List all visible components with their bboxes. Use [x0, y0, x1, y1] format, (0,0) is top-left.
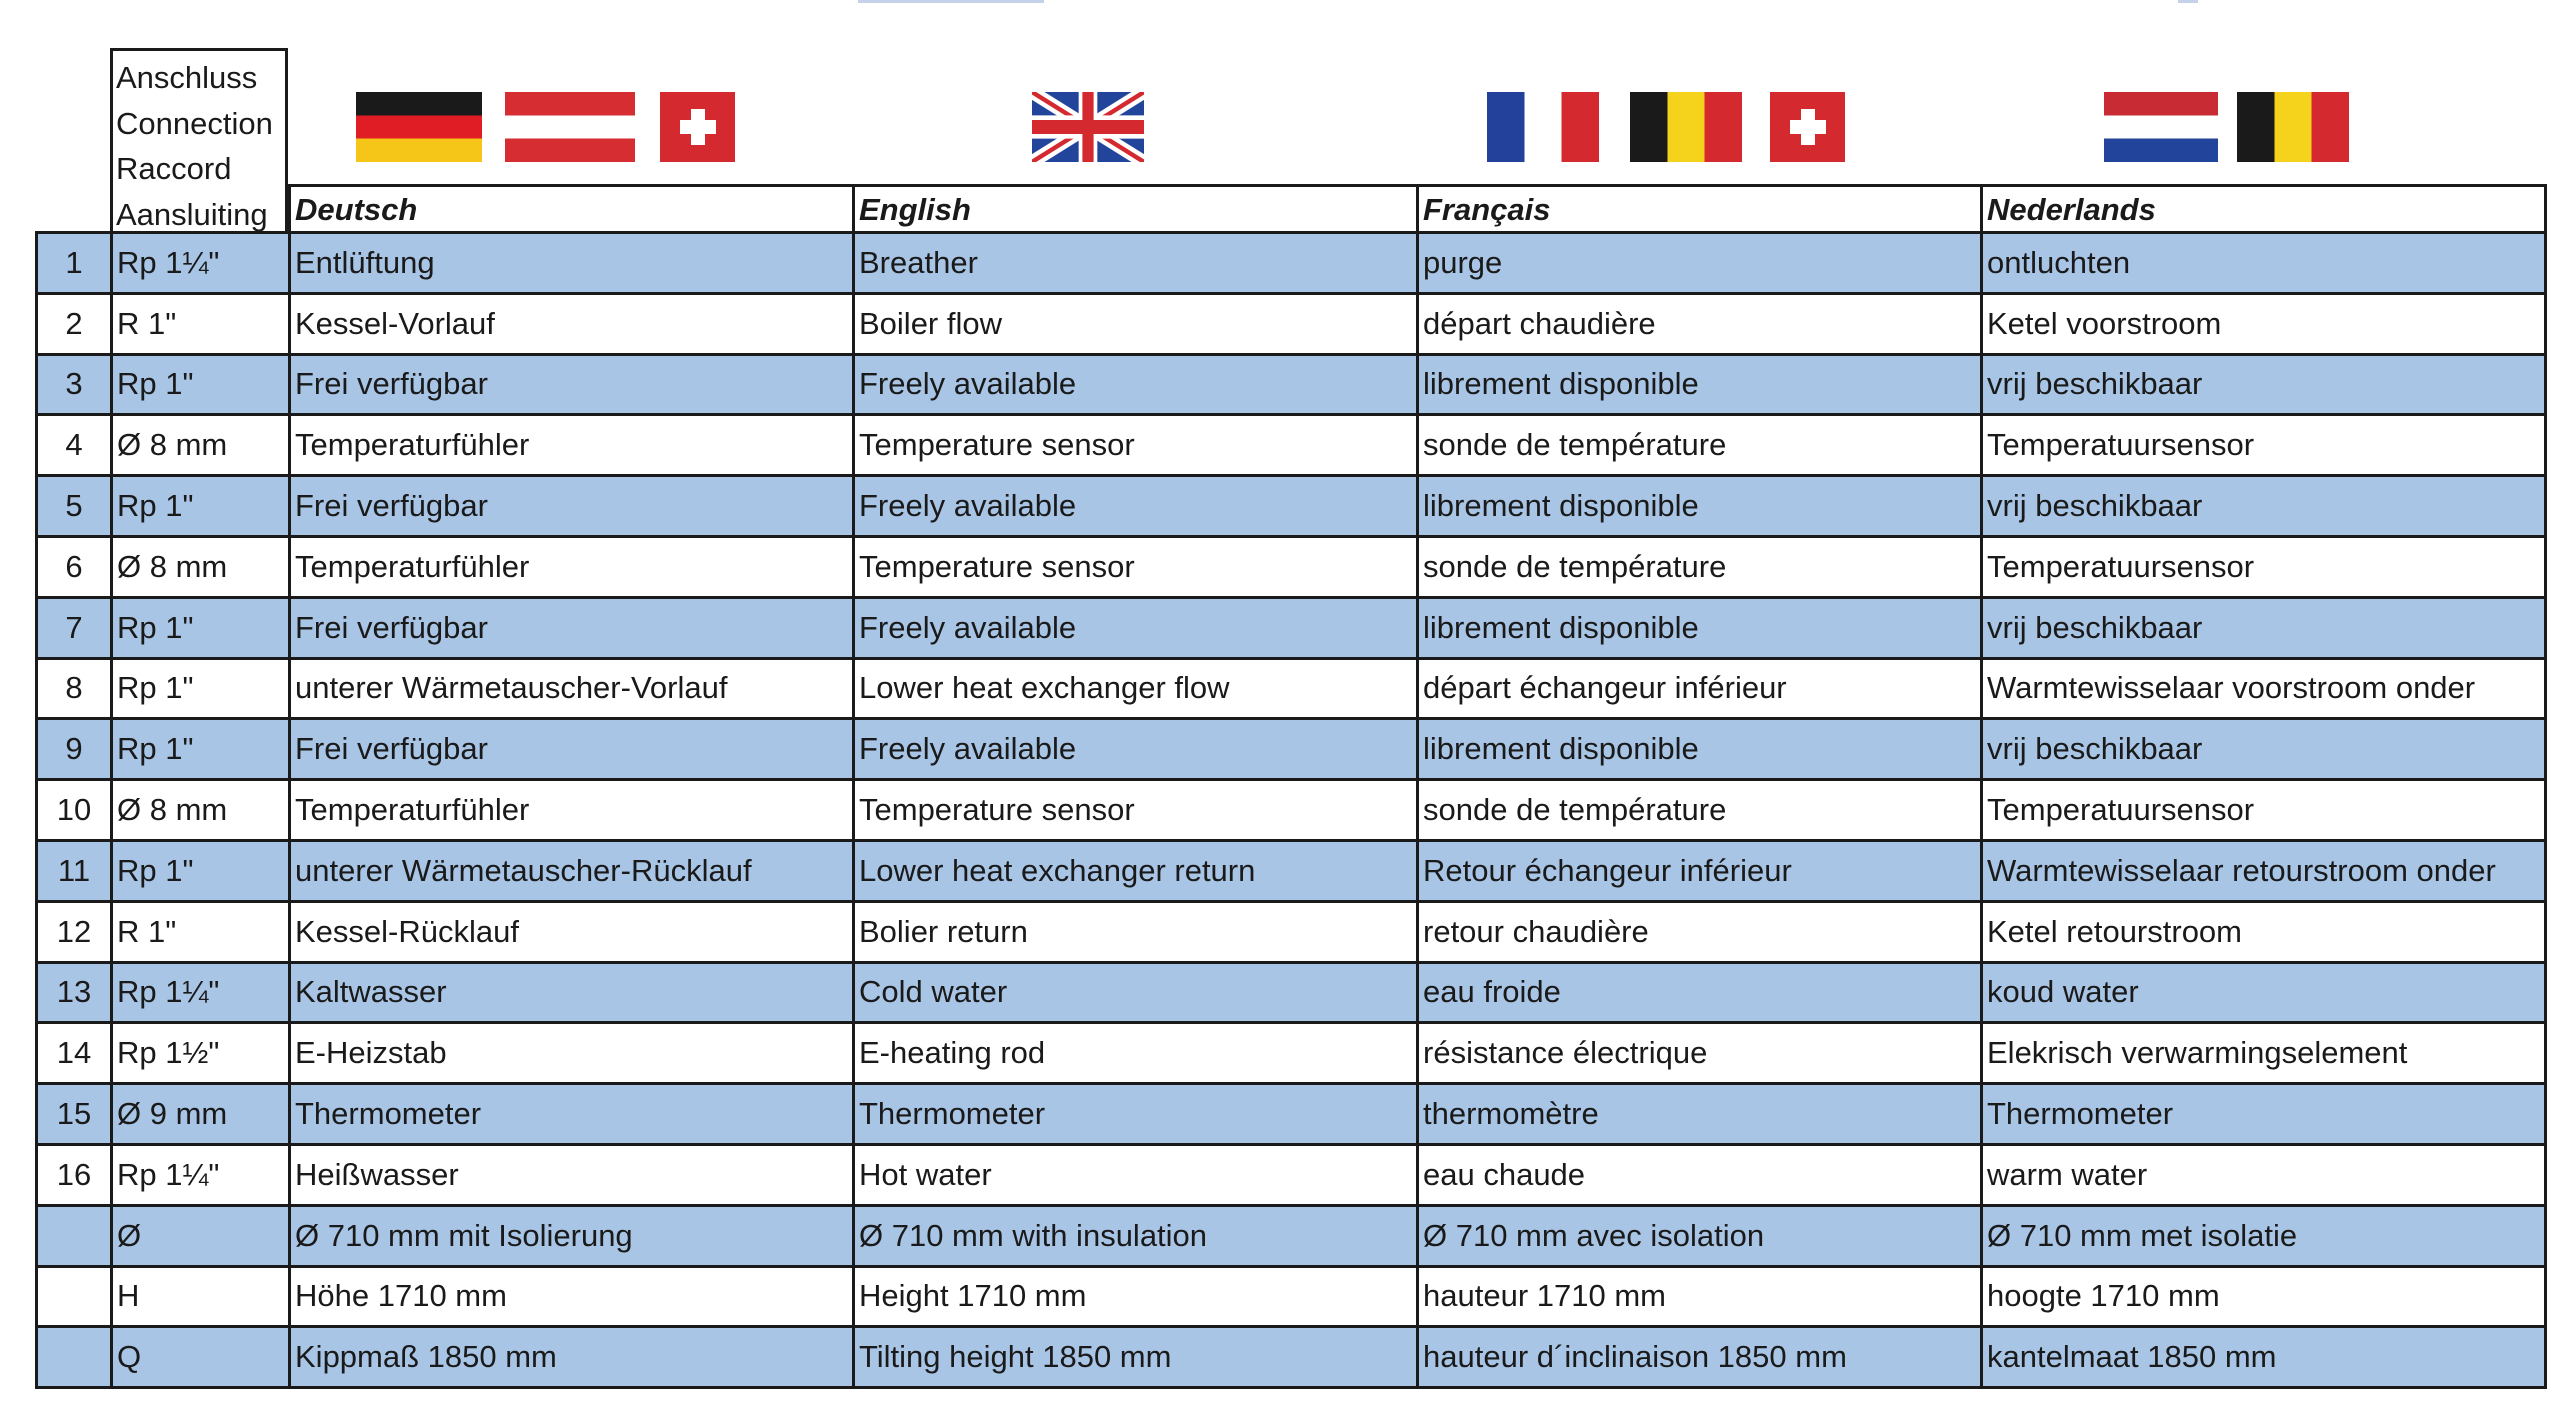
table-row [37, 658, 2546, 719]
header-number-cell [37, 186, 112, 233]
cell-english: Tilting height 1850 mm [854, 1327, 1418, 1388]
table-row [37, 354, 2546, 415]
cell-english: Hot water [854, 1144, 1418, 1205]
table-row [37, 962, 2546, 1023]
cell-nederlands: vrij beschikbaar [1982, 354, 2546, 415]
cell-english: Ø 710 mm with insulation [854, 1205, 1418, 1266]
cell-deutsch: Frei verfügbar [290, 476, 854, 537]
austria-flag-icon [505, 92, 635, 162]
cell-deutsch: Temperaturfühler [290, 536, 854, 597]
connection-size: Rp 1" [112, 476, 290, 537]
top-edge-artifact [2178, 0, 2198, 3]
cell-english: E-heating rod [854, 1023, 1418, 1084]
switzerland-flag-icon [1770, 92, 1845, 162]
cell-francais: hauteur d´inclinaison 1850 mm [1418, 1327, 1982, 1388]
column-header-english: English [854, 186, 1418, 233]
row-number: 7 [37, 597, 112, 658]
row-number: 10 [37, 780, 112, 841]
cell-english: Freely available [854, 719, 1418, 780]
cell-nederlands: Ketel retourstroom [1982, 901, 2546, 962]
cell-english: Temperature sensor [854, 780, 1418, 841]
cell-francais: sonde de température [1418, 780, 1982, 841]
united-kingdom-flag-icon [1032, 92, 1144, 162]
cell-francais: résistance électrique [1418, 1023, 1982, 1084]
cell-nederlands: Ø 710 mm met isolatie [1982, 1205, 2546, 1266]
cell-english: Freely available [854, 354, 1418, 415]
cell-francais: librement disponible [1418, 354, 1982, 415]
cell-deutsch: Kessel-Vorlauf [290, 293, 854, 354]
cell-deutsch: E-Heizstab [290, 1023, 854, 1084]
row-number: 5 [37, 476, 112, 537]
table-row [37, 780, 2546, 841]
connection-header-de: Anschluss [116, 60, 258, 95]
cell-deutsch: Temperaturfühler [290, 415, 854, 476]
table-row [37, 840, 2546, 901]
cell-english: Breather [854, 233, 1418, 294]
cell-nederlands: hoogte 1710 mm [1982, 1266, 2546, 1327]
table-row [37, 1144, 2546, 1205]
row-number [37, 1266, 112, 1327]
row-number: 8 [37, 658, 112, 719]
table-row [37, 293, 2546, 354]
cell-francais: départ échangeur inférieur [1418, 658, 1982, 719]
connection-header-nl: Aansluiting [116, 196, 268, 232]
cell-nederlands: kantelmaat 1850 mm [1982, 1327, 2546, 1388]
cell-nederlands: Warmtewisselaar voorstroom onder [1982, 658, 2546, 719]
belgium-flag-icon [1630, 92, 1742, 162]
table-row [37, 1084, 2546, 1145]
connection-size: Q [112, 1327, 290, 1388]
connection-size: Rp 1" [112, 719, 290, 780]
cell-deutsch: unterer Wärmetauscher-Vorlauf [290, 658, 854, 719]
cell-francais: hauteur 1710 mm [1418, 1266, 1982, 1327]
cell-francais: eau chaude [1418, 1144, 1982, 1205]
netherlands-flag-icon [2104, 92, 2218, 162]
connection-size: Rp 1" [112, 597, 290, 658]
cell-nederlands: Thermometer [1982, 1084, 2546, 1145]
row-number: 6 [37, 536, 112, 597]
connection-size: Rp 1" [112, 354, 290, 415]
row-number [37, 1205, 112, 1266]
cell-francais: librement disponible [1418, 719, 1982, 780]
cell-english: Height 1710 mm [854, 1266, 1418, 1327]
row-number: 14 [37, 1023, 112, 1084]
row-number: 15 [37, 1084, 112, 1145]
cell-francais: thermomètre [1418, 1084, 1982, 1145]
table-row [37, 476, 2546, 537]
row-number: 11 [37, 840, 112, 901]
cell-deutsch: Kaltwasser [290, 962, 854, 1023]
connection-size: Ø 9 mm [112, 1084, 290, 1145]
cell-francais: eau froide [1418, 962, 1982, 1023]
cell-english: Freely available [854, 476, 1418, 537]
table-row [37, 1023, 2546, 1084]
cell-nederlands: vrij beschikbaar [1982, 597, 2546, 658]
cell-deutsch: Temperaturfühler [290, 780, 854, 841]
row-number: 4 [37, 415, 112, 476]
cell-nederlands: ontluchten [1982, 233, 2546, 294]
cell-francais: sonde de température [1418, 415, 1982, 476]
connection-size: Rp 1¼" [112, 233, 290, 294]
cell-francais: retour chaudière [1418, 901, 1982, 962]
cell-deutsch: Kippmaß 1850 mm [290, 1327, 854, 1388]
cell-nederlands: warm water [1982, 1144, 2546, 1205]
cell-english: Lower heat exchanger flow [854, 658, 1418, 719]
table-row [37, 901, 2546, 962]
table-row [37, 233, 2546, 294]
cell-nederlands: Elekrisch verwarmingselement [1982, 1023, 2546, 1084]
connection-size: H [112, 1266, 290, 1327]
table-row [37, 1205, 2546, 1266]
cell-nederlands: vrij beschikbaar [1982, 476, 2546, 537]
cell-deutsch: Frei verfügbar [290, 354, 854, 415]
cell-nederlands: Temperatuursensor [1982, 415, 2546, 476]
cell-francais: librement disponible [1418, 597, 1982, 658]
table-row [37, 597, 2546, 658]
cell-english: Temperature sensor [854, 536, 1418, 597]
connection-size: Ø 8 mm [112, 536, 290, 597]
row-number: 3 [37, 354, 112, 415]
cell-deutsch: unterer Wärmetauscher-Rücklauf [290, 840, 854, 901]
cell-deutsch: Kessel-Rücklauf [290, 901, 854, 962]
cell-francais: purge [1418, 233, 1982, 294]
table-row [37, 536, 2546, 597]
cell-deutsch: Entlüftung [290, 233, 854, 294]
connection-size: Ø 8 mm [112, 780, 290, 841]
connection-size: Ø [112, 1205, 290, 1266]
belgium-flag-icon [2237, 92, 2349, 162]
connection-size: R 1" [112, 293, 290, 354]
cell-english: Temperature sensor [854, 415, 1418, 476]
connection-header-fr: Raccord [116, 151, 232, 186]
row-number: 13 [37, 962, 112, 1023]
cell-nederlands: koud water [1982, 962, 2546, 1023]
cell-deutsch: Frei verfügbar [290, 719, 854, 780]
table-row [37, 719, 2546, 780]
cell-nederlands: vrij beschikbaar [1982, 719, 2546, 780]
row-number: 16 [37, 1144, 112, 1205]
cell-english: Thermometer [854, 1084, 1418, 1145]
column-header-francais: Français [1418, 186, 1982, 233]
table-row [37, 1266, 2546, 1327]
cell-nederlands: Warmtewisselaar retourstroom onder [1982, 840, 2546, 901]
cell-deutsch: Heißwasser [290, 1144, 854, 1205]
france-flag-icon [1487, 92, 1599, 162]
cell-francais: Ø 710 mm avec isolation [1418, 1205, 1982, 1266]
connection-size: Ø 8 mm [112, 415, 290, 476]
cell-english: Boiler flow [854, 293, 1418, 354]
column-header-nederlands: Nederlands [1982, 186, 2546, 233]
connection-size: Rp 1¼" [112, 1144, 290, 1205]
cell-deutsch: Thermometer [290, 1084, 854, 1145]
row-number: 9 [37, 719, 112, 780]
row-number: 2 [37, 293, 112, 354]
cell-english: Freely available [854, 597, 1418, 658]
connection-size: Rp 1½" [112, 1023, 290, 1084]
header-connection-cell [112, 186, 290, 233]
table-body [37, 233, 2546, 1388]
connection-header-en: Connection [116, 105, 273, 141]
table-row [37, 1327, 2546, 1388]
cell-francais: sonde de température [1418, 536, 1982, 597]
cell-francais: librement disponible [1418, 476, 1982, 537]
cell-deutsch: Ø 710 mm mit Isolierung [290, 1205, 854, 1266]
cell-nederlands: Temperatuursensor [1982, 536, 2546, 597]
cell-francais: départ chaudière [1418, 293, 1982, 354]
table-row [37, 415, 2546, 476]
cell-francais: Retour échangeur inférieur [1418, 840, 1982, 901]
germany-flag-icon [356, 92, 482, 162]
table-header-row [37, 186, 2546, 233]
cell-english: Bolier return [854, 901, 1418, 962]
column-header-deutsch: Deutsch [290, 186, 854, 233]
cell-deutsch: Frei verfügbar [290, 597, 854, 658]
cell-english: Cold water [854, 962, 1418, 1023]
connection-table [35, 184, 2547, 1389]
connection-size: R 1" [112, 901, 290, 962]
switzerland-flag-icon [660, 92, 735, 162]
cell-nederlands: Temperatuursensor [1982, 780, 2546, 841]
connection-size: Rp 1" [112, 658, 290, 719]
cell-deutsch: Höhe 1710 mm [290, 1266, 854, 1327]
row-number [37, 1327, 112, 1388]
cell-english: Lower heat exchanger return [854, 840, 1418, 901]
top-edge-artifact [858, 0, 1044, 3]
connection-size: Rp 1¼" [112, 962, 290, 1023]
connection-size: Rp 1" [112, 840, 290, 901]
cell-nederlands: Ketel voorstroom [1982, 293, 2546, 354]
row-number: 12 [37, 901, 112, 962]
row-number: 1 [37, 233, 112, 294]
